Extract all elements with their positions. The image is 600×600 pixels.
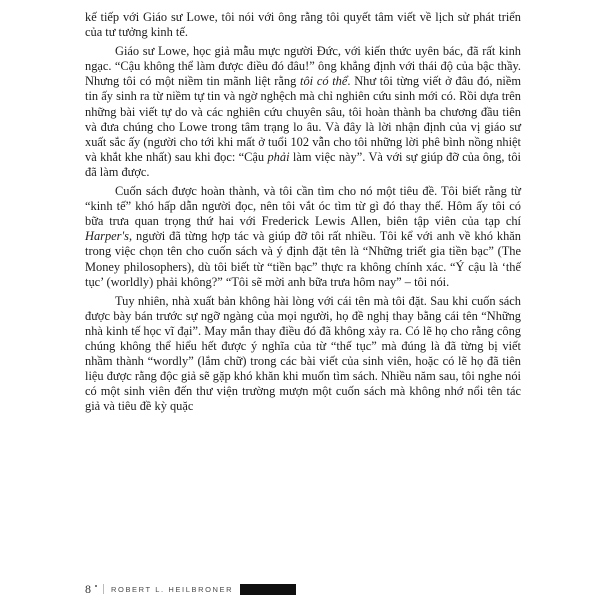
page-number: 8 [85,581,91,596]
paragraph [85,44,521,180]
italic-text-run: phải [267,149,290,164]
text-run: . Như tôi từng viết ở đâu đó, niềm tin ấy sinh ra từ niềm tự tin và ngờ nghệch mà chỉ nghiên cứu sinh mới có. Rồi dựa trên những bài viết tự do và các nghiên cứu chuyên sâu, tôi hoàn thành ba chương đầu tiên và đưa chúng cho Lowe trong tâm trạng lo âu. Và đây là lời nhận định của vị giáo sư xuất sắc ấy (người cho tới khi mất ở tuổi 102 vẫn cho tôi những lời phê bình nồng nhiệt và khắt khe nhất) sau khi đọc: “Cậu [85,74,522,164]
footer-mark [95,585,97,587]
paragraph [85,294,521,415]
running-head-author: ROBERT L. HEILBRONER [111,584,234,594]
text-run: làm việc này”. Và với sự giúp đỡ của ông, tôi đã làm được. [85,149,521,179]
paragraph [85,10,521,40]
text-run: , người đã từng hợp tác và giúp đỡ tôi rất nhiều. Tôi kể với anh về khó khăn trong việc chọn tên cho cuốn sách và ý định đặt tên là “Những triết gia tiền bạc” (The Money philosophers), dù tôi biết từ “tiền bạc” thực ra không chính xác. “Ý cậu là ‘thế tục’ (worldly) phải không?” “Tôi sẽ mời anh bữa trưa hôm nay” – tôi nói. [85,229,521,289]
page-footer [85,582,296,596]
text-run: Tuy nhiên, nhà xuất bản không hài lòng với cái tên mà tôi đặt. Sau khi cuốn sách được bày bán trước sự ngỡ ngàng của mọi người, họ đề nghị thay bằng cái tên “Những nhà kinh tế học vĩ đại”. May mắn thay điều đó đã không xảy ra. Có lẽ họ cho rằng công chúng không thể hiểu hết được ý nghĩa của từ “thế tục” mà đúng là đã từng bị viết nhầm thành “wordly” (lắm chữ) trong các bài viết của sinh viên, hoặc có lẽ họ đã tiên liệu được rằng độc giả sẽ gặp khó khăn khi muốn tìm sách. Nhiều năm sau, tôi nghe nói có một sinh viên đến thư viện trường mượn một cuốn sách mà không nhớ nổi tên tác giả và tiêu đề kỳ quặc [85,293,521,414]
footer-black-bar [240,584,296,595]
italic-text-run: Harper's [85,229,129,244]
text-run: kế tiếp với Giáo sư Lowe, tôi nói với ông rằng tôi quyết tâm viết về lịch sử phát triển của tư tưởng kinh tế. [85,10,521,40]
text-run: Cuốn sách được hoàn thành, và tôi cần tìm cho nó một tiêu đề. Tôi biết rằng từ “kinh tế” khó hấp dẫn người đọc, nên tôi vắt óc tìm từ gì đó thay thế. Hôm ấy tôi có bữa trưa quan trọng thứ hai với Frederick Lewis Allen, biên tập viên của tạp chí [85,184,521,229]
paragraph [85,184,521,290]
page-text [85,10,521,418]
footer-divider [103,584,104,594]
italic-text-run: tôi có thể [300,74,348,89]
text-run: Giáo sư Lowe, học giả mẫu mực người Đức, với kiến thức uyên bác, đã rất kinh ngạc. “Cậu không thể làm được điều đó đâu!” ông khẳng định với thái độ của bậc thầy. Nhưng tôi có một niềm tin mãnh liệt rằng [85,44,521,89]
